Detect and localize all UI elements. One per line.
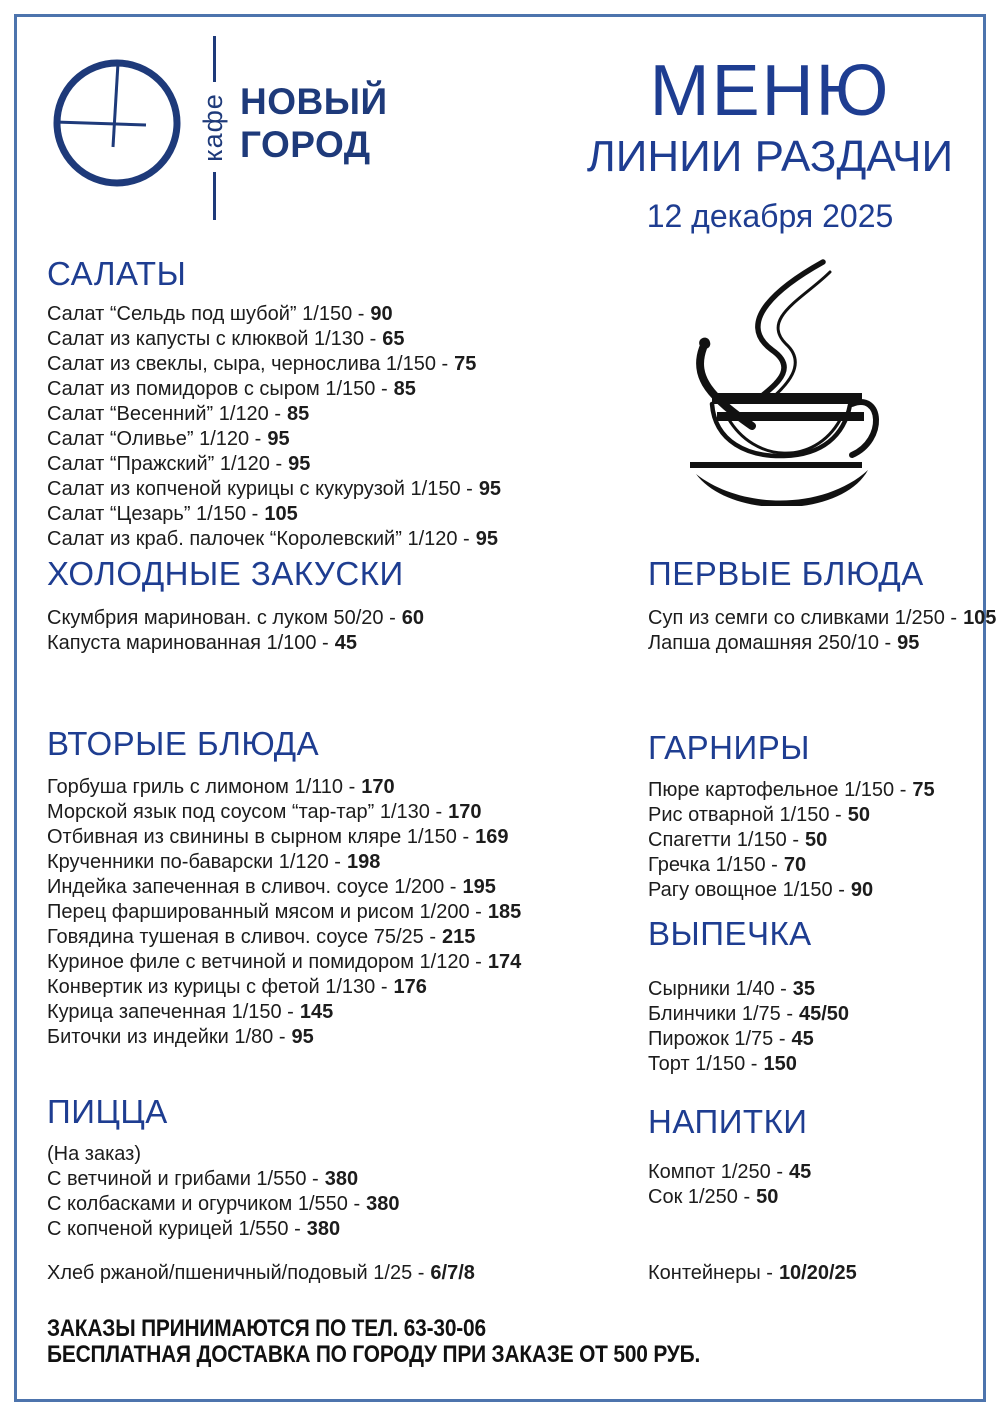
price: 65 <box>382 328 405 350</box>
price: 45/50 <box>799 1003 850 1025</box>
price: 95 <box>475 528 498 550</box>
menu-item: Индейка запеченная в сливоч. соусе 1/200 - 195 <box>47 876 496 898</box>
menu-item: С ветчиной и грибами 1/550 - 380 <box>47 1168 359 1190</box>
section-title: ВЫПЕЧКА <box>648 915 812 952</box>
menu-item: Перец фаршированный мясом и рисом 1/200 - 185 <box>47 901 522 923</box>
menu-item: Отбивная из свинины в сырном кляре 1/150 - 169 <box>47 826 509 848</box>
price: 45 <box>334 632 357 654</box>
section-title: САЛАТЫ <box>47 255 187 292</box>
menu-item: Компот 1/250 - 45 <box>648 1161 812 1183</box>
price: 95 <box>267 428 290 450</box>
price: 95 <box>288 453 311 475</box>
section-title: ХОЛОДНЫЕ ЗАКУСКИ <box>47 555 404 592</box>
price: 50 <box>847 804 870 826</box>
menu-item: Суп из семги со сливками 1/250 - 105 <box>648 607 997 629</box>
menu-item: Скумбрия маринован. с луком 50/20 - 60 <box>47 607 425 629</box>
price: 150 <box>763 1053 797 1075</box>
menu-item: Говядина тушеная в сливоч. соусе 75/25 - 215 <box>47 926 476 948</box>
menu-item: Рис отварной 1/150 - 50 <box>648 804 870 826</box>
menu-item: Спагетти 1/150 - 50 <box>648 829 828 851</box>
section-title: ПЕРВЫЕ БЛЮДА <box>648 555 924 592</box>
menu-item: Сырники 1/40 - 35 <box>648 978 816 1000</box>
section-drinks <box>648 1104 811 1210</box>
menu-item: Лапша домашняя 250/10 - 95 <box>648 632 920 654</box>
menu-item: Гречка 1/150 - 70 <box>648 854 807 876</box>
menu-item: Блинчики 1/75 - 45/50 <box>648 1003 850 1025</box>
price: 90 <box>850 879 874 901</box>
footer-delivery-line: БЕСПЛАТНАЯ ДОСТАВКА ПО ГОРОДУ ПРИ ЗАКАЗЕ ОТ 500 РУБ. <box>47 1341 701 1368</box>
section-title: ПИЦЦА <box>47 1093 168 1130</box>
menu-item: Салат из помидоров с сыром 1/150 - 85 <box>47 378 416 400</box>
logo-vertical-label <box>178 84 248 170</box>
coffee-cup-icon <box>672 256 884 506</box>
price: 85 <box>393 378 416 400</box>
price: 6/7/8 <box>430 1262 475 1284</box>
price: 95 <box>897 632 920 654</box>
price: 170 <box>448 801 482 823</box>
logo-divider-bottom <box>213 172 216 220</box>
menu-item: Салат из копченой курицы с кукурузой 1/150 - 95 <box>47 478 502 500</box>
price: 185 <box>487 901 522 923</box>
price: 105 <box>963 607 997 629</box>
section-title: ГАРНИРЫ <box>648 729 810 766</box>
section-mains <box>47 726 521 1050</box>
menu-item: Сок 1/250 - 50 <box>648 1186 779 1208</box>
price: 10/20/25 <box>778 1262 857 1284</box>
menu-item: Салат “Оливье” 1/120 - 95 <box>47 428 290 450</box>
menu-item: Салат “Сельдь под шубой” 1/150 - 90 <box>47 303 393 325</box>
price: 95 <box>291 1026 314 1048</box>
price: 145 <box>299 1001 334 1023</box>
header <box>555 52 985 234</box>
section-title: НАПИТКИ <box>648 1103 808 1140</box>
price: 195 <box>462 876 496 898</box>
menu-item: Салат “Пражский” 1/120 - 95 <box>47 453 311 475</box>
menu-item: Капуста маринованная 1/100 - 45 <box>47 632 357 654</box>
page-subtitle: ЛИНИИ РАЗДАЧИ <box>586 132 954 181</box>
price: 85 <box>287 403 310 425</box>
price: 95 <box>478 478 502 500</box>
menu-item: Рагу овощное 1/150 - 90 <box>648 879 874 901</box>
price: 176 <box>393 976 427 998</box>
footer-orders-line: ЗАКАЗЫ ПРИНИМАЮТСЯ ПО ТЕЛ. 63-30-06 <box>47 1315 486 1342</box>
menu-item: Куриное филе с ветчиной и помидором 1/120 - 174 <box>47 951 522 973</box>
menu-item: Торт 1/150 - 150 <box>648 1053 797 1075</box>
clock-icon <box>50 56 184 192</box>
pizza-note: (На заказ) <box>47 1143 141 1165</box>
section-bakery <box>648 916 849 1077</box>
price: 174 <box>487 951 522 973</box>
menu-item: Курица запеченная 1/150 - 145 <box>47 1001 334 1023</box>
price: 170 <box>361 776 395 798</box>
price: 215 <box>442 926 476 948</box>
price: 50 <box>805 829 828 851</box>
menu-item: Салат “Цезарь” 1/150 - 105 <box>47 503 298 525</box>
price: 45 <box>791 1028 814 1050</box>
menu-item: Биточки из индейки 1/80 - 95 <box>47 1026 314 1048</box>
brand-line2: ГОРОД <box>240 124 371 165</box>
footer <box>47 1316 700 1368</box>
menu-item: Конвертик из курицы с фетой 1/130 - 176 <box>47 976 427 998</box>
price: 50 <box>756 1186 779 1208</box>
brand-name <box>240 80 388 166</box>
price: 60 <box>401 607 425 629</box>
price: 380 <box>306 1218 341 1240</box>
menu-item: Пюре картофельное 1/150 - 75 <box>648 779 935 801</box>
menu-item: Крученники по-баварски 1/120 - 198 <box>47 851 381 873</box>
price: 90 <box>370 303 393 325</box>
price: 45 <box>789 1161 812 1183</box>
menu-item: Салат из свеклы, сыра, чернослива 1/150 - 75 <box>47 353 477 375</box>
price: 169 <box>475 826 509 848</box>
section-cold <box>47 556 424 656</box>
logo-divider-top <box>213 36 216 82</box>
menu-item: Морской язык под соусом “тар-тар” 1/130 - 170 <box>47 801 482 823</box>
brand-line1: НОВЫЙ <box>240 81 388 122</box>
bread-line: Хлеб ржаной/пшеничный/подовый 1/25 - 6/7/8 <box>47 1262 475 1284</box>
menu-item: Пирожок 1/75 - 45 <box>648 1028 814 1050</box>
page-title: МЕНЮ <box>649 51 891 131</box>
price: 380 <box>366 1193 400 1215</box>
kafe-text: кафе <box>197 92 228 162</box>
containers-line: Контейнеры - 10/20/25 <box>648 1262 857 1284</box>
price: 75 <box>912 779 935 801</box>
price: 105 <box>264 503 298 525</box>
menu-item: Салат из капусты с клюквой 1/130 - 65 <box>47 328 405 350</box>
menu-item: Салат “Весенний” 1/120 - 85 <box>47 403 310 425</box>
menu-date: 12 декабря 2025 <box>646 198 894 234</box>
price: 35 <box>792 978 816 1000</box>
menu-item: С копченой курицей 1/550 - 380 <box>47 1218 341 1240</box>
price: 75 <box>454 353 477 375</box>
section-sides <box>648 730 935 903</box>
price: 380 <box>324 1168 359 1190</box>
section-pizza <box>47 1094 399 1242</box>
price: 198 <box>346 851 381 873</box>
section-title: ВТОРЫЕ БЛЮДА <box>47 725 320 762</box>
menu-item: С колбасками и огурчиком 1/550 - 380 <box>47 1193 400 1215</box>
menu-item: Горбуша гриль с лимоном 1/110 - 170 <box>47 776 395 798</box>
menu-item: Салат из краб. палочек “Королевский” 1/120 - 95 <box>47 528 498 550</box>
section-salads <box>47 256 501 552</box>
price: 70 <box>783 854 807 876</box>
section-soups <box>648 556 996 656</box>
